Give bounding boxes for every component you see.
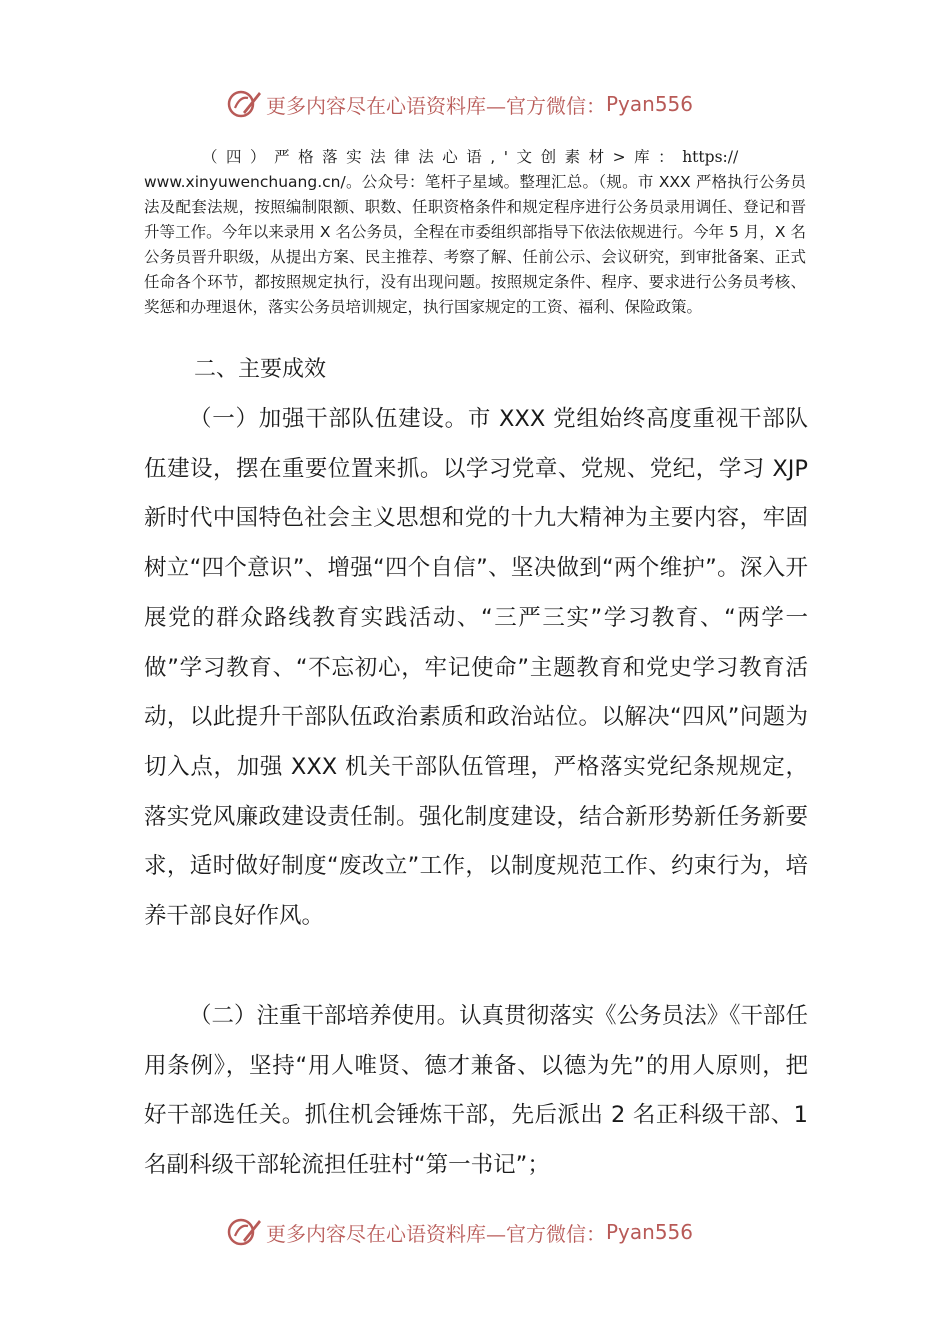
banner-text: 更多内容尽在心语资料库—官方微信： bbox=[266, 1221, 606, 1246]
banner-handle: Pyan556 bbox=[606, 1220, 694, 1244]
banner-handle: Pyan556 bbox=[606, 92, 694, 116]
section-four-body: www.xinyuwenchuang.cn/。公众号：笔杆子星域。整理汇总。（规。市 XXX 严格执行公务员法及配套法规，按照编制限额、职数、任职资格条件和规定程序进行公务员录用调任、登记和晋升等工作。今年以来录用 X 名公务员，全程在市委组织部指导下依法依规进行。今年 5 月，X 名公务员晋升职级，从提出方案、民主推荐、考察了解、任前公示、会议研究，到审批备案、正式任命各个环节，都按照规定执行，没有出现问题。按照规定条件、程序、要求进行公务员考核、奖惩和办理退休，落实公务员培训规定，执行国家规定的工资、福利、保险政策。 bbox=[144, 173, 806, 316]
paragraph-text: （一）加强干部队伍建设。市 XXX 党组始终高度重视干部队伍建设，摆在重要位置来抓。以学习党章、党规、党纪，学习 XJP 新时代中国特色社会主义思想和党的十九大精神为主要内容，牢固树立“四个意识”、增强“四个自信”、坚决做到“两个维护”。深入开展党的群众路线教育实践活动、“三严三实”学习教育、“两学一做”学习教育、“不忘初心，牢记使命”主题教育和党史学习教育活动，以此提升干部队伍政治素质和政治站位。以解决“四风”问题为切入点，加强 XXX 机关干部队伍管理，严格落实党纪条规规定，落实党风廉政建设责任制。强化制度建设，结合新形势新任务新要求，适时做好制度“废改立”工作，以制度规范工作、约束行为，培养干部良好作风。 bbox=[144, 406, 808, 930]
banner-text: 更多内容尽在心语资料库—官方微信： bbox=[266, 93, 606, 118]
section-four-url-start: https:// bbox=[682, 148, 739, 166]
paragraph-cadre-training bbox=[144, 992, 808, 1191]
header-watermark-banner bbox=[226, 84, 693, 124]
section-four-paragraph bbox=[144, 145, 806, 320]
section-four-lead: （四）严格落实法律法心语,'文创素材>库：https:// bbox=[202, 148, 739, 166]
heading-main-results: 二、主要成效 bbox=[194, 357, 327, 382]
pen-logo-icon bbox=[226, 1214, 262, 1250]
paragraph-text: （二）注重干部培养使用。认真贯彻落实《公务员法》《干部任用条例》，坚持“用人唯贤、德才兼备、以德为先”的用人原则，把好干部选任关。抓住机会锤炼干部，先后派出 2 名正科级干部、1 名副科级干部轮流担任驻村“第一书记”； bbox=[144, 1003, 808, 1179]
footer-watermark-banner bbox=[226, 1212, 693, 1252]
paragraph-cadre-team bbox=[144, 395, 808, 942]
pen-logo-icon bbox=[226, 86, 262, 122]
